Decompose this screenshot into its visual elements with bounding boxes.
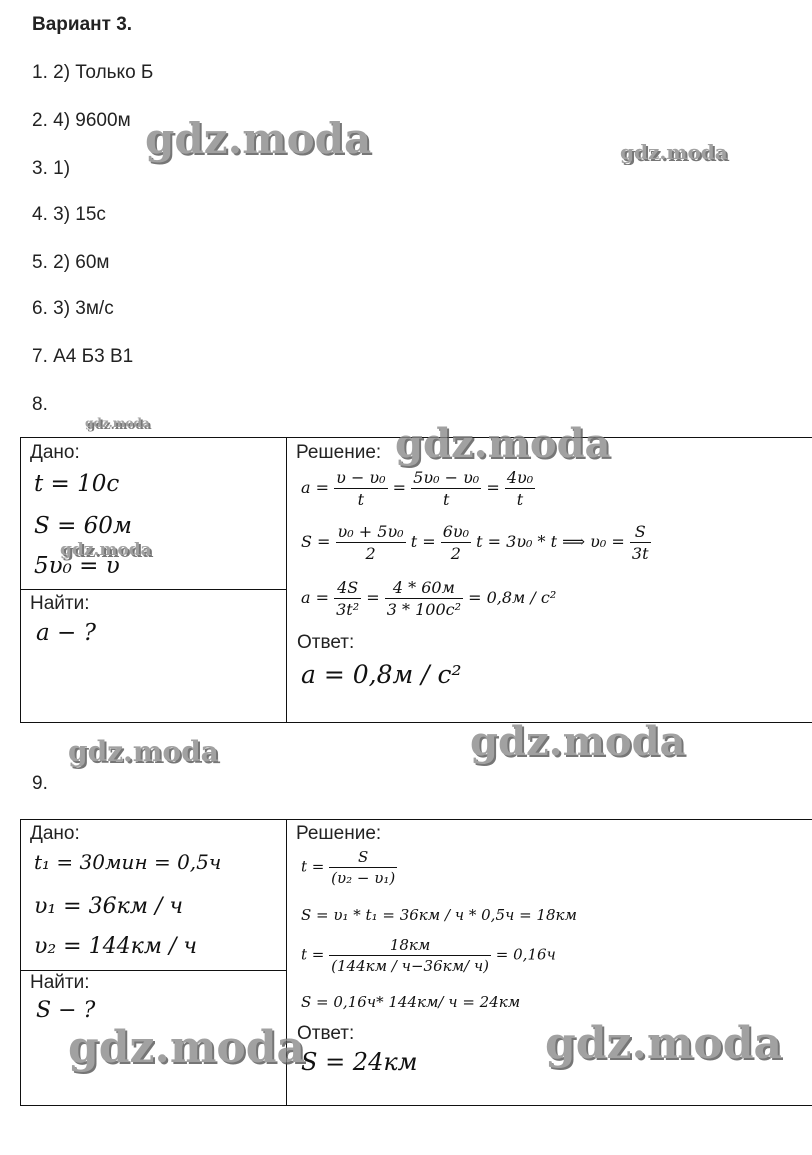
variant-title: Вариант 3. bbox=[32, 14, 133, 35]
answer-2: 2. 4) 9600м bbox=[32, 110, 131, 131]
watermark: gdz.moda bbox=[60, 540, 152, 560]
task-8-label: 8. bbox=[32, 394, 48, 415]
watermark: gdz.moda bbox=[620, 140, 728, 164]
final-answer: a = 0,8м / c² bbox=[301, 660, 462, 689]
given-line: S = 60м bbox=[34, 513, 132, 539]
answer-7: 7. А4 Б3 В1 bbox=[32, 346, 134, 367]
given-line: υ₁ = 36км / ч bbox=[34, 894, 184, 919]
table-divider bbox=[21, 970, 286, 971]
find-label: Найти: bbox=[30, 593, 90, 614]
solution-label: Решение: bbox=[296, 442, 382, 463]
find-value: S − ? bbox=[36, 998, 96, 1023]
given-label: Дано: bbox=[30, 442, 80, 463]
answer-6: 6. 3) 3м/с bbox=[32, 298, 114, 319]
task-8-table bbox=[20, 437, 812, 723]
answer-5: 5. 2) 60м bbox=[32, 252, 110, 273]
task-9-label: 9. bbox=[32, 773, 48, 794]
formula-line: a = $\frac{\text{υ − υ₀}}{t}$ = $\frac{\text{5υ₀ − υ₀}}{t}$ = $\frac{\text{4υ₀}}{t}$ bbox=[301, 468, 534, 509]
given-line: t = 10c bbox=[34, 471, 120, 497]
watermark: gdz.moda bbox=[68, 1022, 306, 1073]
formula-line: S = υ₁ * t₁ = 36км / ч * 0,5ч = 18км bbox=[301, 906, 577, 924]
table-divider bbox=[21, 589, 286, 590]
formula-line: a = $\frac{4S}{\text{3t²}}$ = $\frac{4 * 60м}{\text{3 * 100c²}}$ = 0,8м / c² bbox=[301, 578, 557, 619]
formula-line: S = 0,16ч* 144км/ ч = 24км bbox=[301, 993, 521, 1011]
final-answer: S = 24км bbox=[301, 1048, 418, 1076]
table-divider bbox=[286, 438, 287, 722]
watermark: gdz.moda bbox=[470, 718, 686, 765]
given-line: t₁ = 30мин = 0,5ч bbox=[34, 850, 222, 874]
watermark: gdz.moda bbox=[145, 114, 372, 163]
answer-1: 1. 2) Только Б bbox=[32, 62, 154, 83]
answer-3: 3. 1) bbox=[32, 158, 71, 179]
watermark: gdz.moda bbox=[395, 420, 611, 467]
answer-4: 4. 3) 15с bbox=[32, 204, 106, 225]
formula-line: S = $\frac{\text{υ₀ + 5υ₀}}{2}$ t = $\frac{\text{6υ₀}}{2}$ t = 3υ₀ * t ⟹ υ₀ = $\frac{S}{3t}$ bbox=[301, 522, 649, 563]
given-line: 5υ₀ = υ bbox=[34, 553, 120, 579]
solution-label: Решение: bbox=[296, 823, 382, 844]
formula-line: t = $\frac{18км}{(144км / ч-36км/ ч)}$ = 0,16ч bbox=[301, 936, 556, 975]
answer-label: Ответ: bbox=[297, 1023, 355, 1044]
given-label: Дано: bbox=[30, 823, 80, 844]
formula-line: t = $\frac{S}{\text{(υ₂ − υ₁)}}$ bbox=[301, 848, 396, 887]
given-line: υ₂ = 144км / ч bbox=[34, 934, 198, 959]
watermark: gdz.moda bbox=[545, 1018, 783, 1069]
find-value: a − ? bbox=[36, 620, 96, 646]
answer-label: Ответ: bbox=[297, 632, 355, 653]
watermark: gdz.moda bbox=[68, 735, 219, 768]
find-label: Найти: bbox=[30, 972, 90, 993]
watermark: gdz.moda bbox=[85, 416, 150, 430]
